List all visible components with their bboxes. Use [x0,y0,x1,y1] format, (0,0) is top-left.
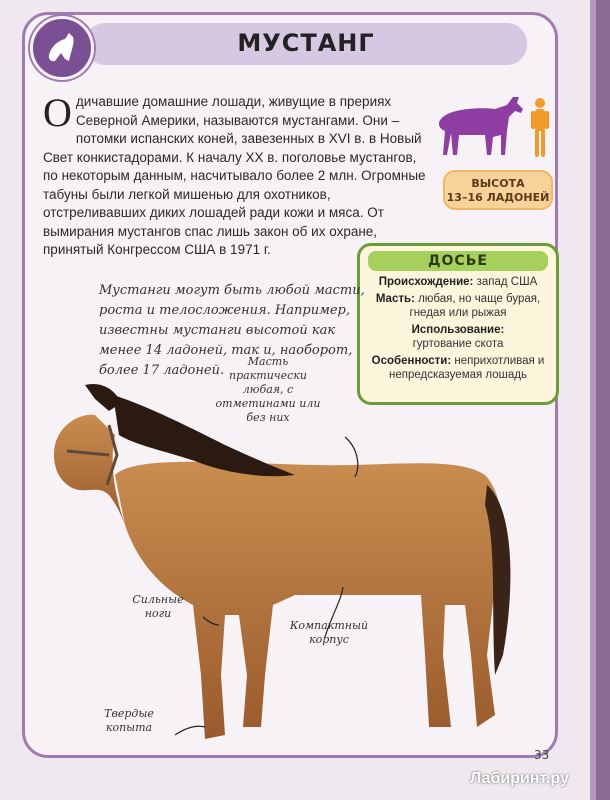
callout-hooves: Твердые копыта [104,707,154,734]
intro-text: дичавшие домашние лошади, живущие в прериях Северной Америки, называются мустангами. Они – потомки испанских коней, завезенных в XVI в. в Новый Свет конкистадорами. К началу XX в. поголовье мустангов, по некоторым данным, насчитывало более 2 млн. Огромные табуны были легкой мишенью для охотников, отстреливавших диких лошадей ради кожи и мяса. От вымирания мустангов спас лишь закон об их охране, принятый Конгрессом США в 1971 г. [43,94,426,257]
drop-cap: О [43,90,72,135]
size-comparison [435,93,555,169]
title-bar [85,23,527,65]
intro-paragraph [43,90,428,260]
dossier-row: Особенности: неприхотливая и непредсказуемая лошадь [371,355,545,381]
dossier-row: Использование: гуртование скота [411,324,505,350]
horse-silhouette-icon [439,97,523,155]
dossier-row: Происхождение: запад США [378,276,538,288]
height-info-box [443,170,553,210]
watermark-logo: Лабиринт.ру [470,770,569,787]
human-silhouette-icon [531,98,549,157]
height-value: 13–16 ЛАДОНЕЙ [446,191,550,204]
callout-legs: Сильные ноги [132,593,184,620]
dossier-heading: ДОСЬЕ [368,251,548,271]
dossier-row: Масть: любая, но чаще бурая, гнедая или рыжая [375,293,541,319]
page-frame [22,12,558,758]
horse-head-icon [30,16,94,80]
page-title: МУСТАНГ [237,29,375,57]
callout-coat: Масть практически любая, с отметинами или без них [215,355,321,424]
height-label: ВЫСОТА [471,177,525,190]
handwritten-note: Мустанги могут быть любой масти, роста и телосложения. Например, известны мустанги высотой как менее 14 ладоней, так и, наоборот, более 17 ладоней. [99,283,365,378]
page-number: 33 [534,748,550,762]
callout-body: Компактный корпус [289,619,369,646]
